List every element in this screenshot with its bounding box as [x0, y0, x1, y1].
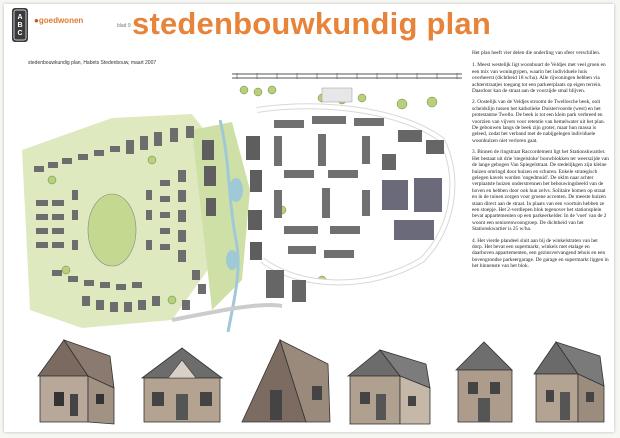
brand-mark-icon: ● — [34, 16, 39, 25]
house-sketch-3 — [236, 334, 336, 428]
brand-name: goedwonen — [38, 16, 84, 25]
pond-1 — [229, 178, 243, 202]
house-sketch-5 — [450, 336, 522, 428]
pond-2 — [226, 250, 238, 270]
site-plan-map — [22, 70, 464, 334]
poster-sheet — [4, 4, 614, 432]
station-square — [322, 88, 352, 102]
svg-text:A: A — [17, 14, 23, 21]
description-item: 3. Binnen de ringstraat Raccordement ligt het Stationskwartier. Het bestaat uit drie 'stegelsloke' bouwblokken ter weerszijde van de lange gebogen Van Spiegelstraat. De stedelijkgen zijn kleine huizen omringd door huizen en schuren. Enkele strategisch gelegen kavels worden 'ongedmuid'. De oklm naar achter verplaatste huizen onderstrennen het bebouwingsbeeld van de hoven en hebben door ook hun zelvs. Solitaire bomen op straat en in de tuinen zorgen voor groene accenten. De meeste huizen staan direct aan de straat. In plaats van een voortuin hebben ze een stoepje. Het 2-verdiepen blok tegenover het stationsplein bevat appartementen op een parkeerkelder. In de 'voet' van de 2 woont een seniorenwoongroep. De dichtheid van het Stationskwartier is 25 w/ha. — [472, 149, 609, 233]
svg-text:C: C — [17, 30, 23, 37]
house-sketch-1 — [30, 332, 120, 428]
brand-logo — [34, 16, 83, 25]
description-item: 2. Oostelijk van de Veldjes stroomt de Twellosche beek, ooit scheidslijn tussen het katholieke Duistervoorde (west) en het protestantse Twello. De beek is tot een klein park verbreed en voorzien van vijvers voor retentie van hemelwater uit het plan. De gebouwen langs de beek zijn groter, maar hun massa is geleed, zodat het verband met de nabijgelegen individuele woonhuizen niet verloren gaat. — [472, 99, 605, 144]
description-intro: Het plan heeft vier delen die onderling van sfeer verschillen. — [472, 50, 601, 56]
description-item: 4. Het vierde plandeel sluit aan bij de winkelstraten van het dorp. Het bevat een supermarkt, winkels met etalage en daarboven appartementen, een gezinsvervangend tehuis en een bovengrondse parkeergarage. De garage en supermarkt liggen in het binnenste van het blok. — [472, 237, 609, 270]
sheet-number: blad 9 — [117, 23, 131, 29]
abc-logo-badge — [10, 8, 30, 42]
house-sketch-6 — [526, 334, 610, 428]
house-sketch-4 — [340, 340, 436, 428]
svg-text:B: B — [17, 22, 23, 29]
central-green — [88, 194, 136, 266]
plan-caption: stedenbouwkundig plan, Habets Stedenbouw, maart 2007 — [28, 60, 157, 66]
description-item: 1. Meest westelijk ligt woonbuurt de Veldjes met veel groen en een mix van woningtypen, waarin het individuele huis overheerst (dichtheid 18 w/ha). Alle rijwoningen hebben via achterstraatjes toegang tot een parkeerplaats op eigen terrein. Daardoor kan de straat aan de voorzijde smal blijven. — [472, 62, 606, 95]
plan-description — [472, 50, 610, 275]
page-title: stedenbouwkundig plan — [132, 6, 491, 41]
house-sketch-2 — [132, 338, 232, 428]
